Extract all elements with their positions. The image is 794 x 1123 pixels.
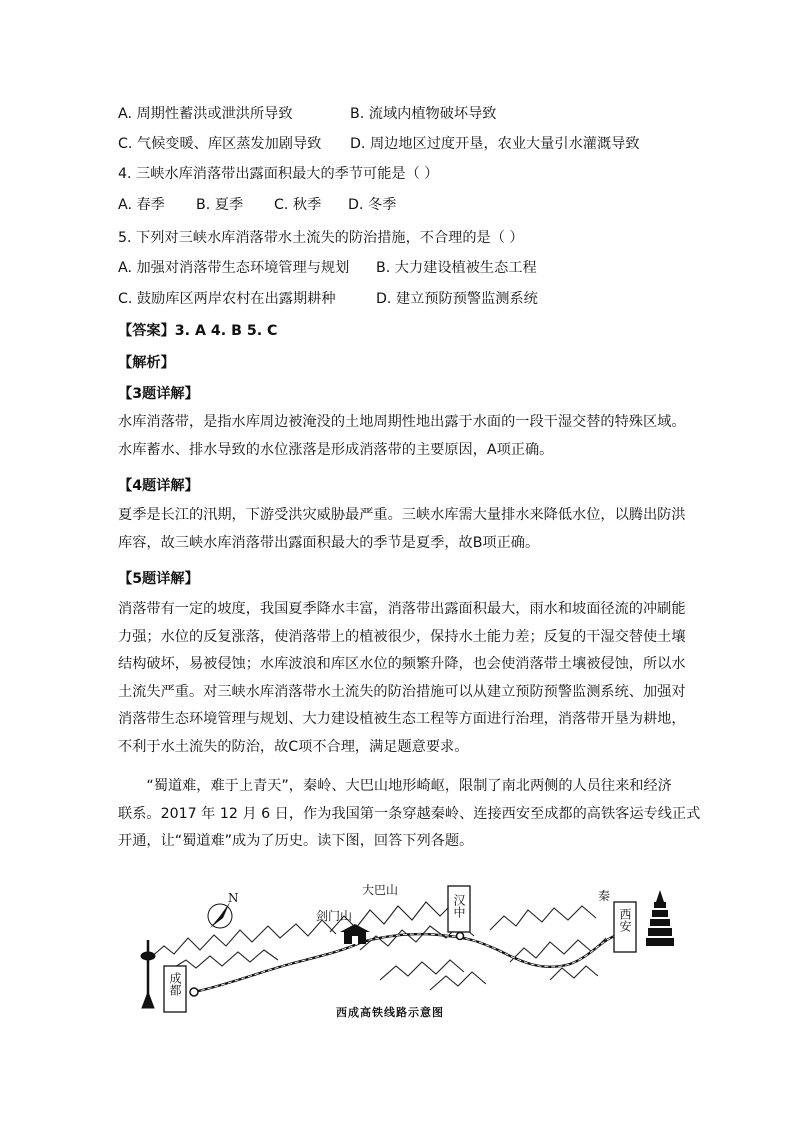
intro-line: 开通，让“蜀道难”成为了历史。读下图，回答下列各题。 [118,833,474,849]
railway-route-map [130,880,690,1020]
detail-5-line: 消落带有一定的坡度，我国夏季降水丰富，消落带出露面积最大，雨水和坡面径流的冲刷能 [118,601,686,617]
q3-option-a: A. 周期性蓄洪或泄洪所导致 [118,106,293,122]
q4-option-a: A. 春季 [118,197,165,213]
q4-option-c: C. 秋季 [274,197,322,213]
detail-5-line: 结构破坏，易被侵蚀；水库波浪和库区水位的频繁升降，也会使消落带土壤被侵蚀，所以水 [118,656,686,672]
q4-stem: 4. 三峡水库消落带出露面积最大的季节可能是（ ） [118,166,439,182]
chengdu-tv-tower-icon [141,940,155,1008]
dabashan-label: 大巴山 [362,883,399,897]
detail-5-line: 力强；水位的反复涨落，使消落带上的植被很少，保持水土能力差；反复的干湿交替使土壤 [118,628,686,645]
detail-4-line: 库容，故三峡水库消落带出露面积最大的季节是夏季，故B项正确。 [118,534,540,551]
xian-box [614,902,636,952]
hanzhong-box [448,886,470,932]
jianmenshan-label: 剑门山 [316,909,353,923]
detail-5-text [118,596,686,761]
q5-option-d: D. 建立预防预警监测系统 [376,291,538,307]
xian-label: 西安 [618,908,632,932]
north-label: N [228,891,239,905]
detail-3-heading: 【3题详解】 [118,386,199,402]
map-caption: 西成高铁线路示意图 [336,1006,444,1019]
intro-line: “蜀道难，难于上青天”，秦岭、大巴山地形崎岖，限制了南北两侧的人员往来和经济 [118,778,672,794]
q3-option-c: C. 气候变暖、库区蒸发加剧导致 [118,136,322,152]
q5-option-c: C. 鼓励库区两岸农村在出露期耕种 [118,291,336,307]
detail-5-line: 消落带生态环境管理与规划、大力建设植被生态工程等方面进行治理，消落带开垦为耕地， [118,711,686,727]
intro-passage [118,773,701,856]
jianmen-pass-icon [340,924,370,944]
mountain-ridges [150,902,606,990]
railway-line [194,934,620,992]
q5-stem: 5. 下列对三峡水库消落带水土流失的防治措施，不合理的是（ ） [118,230,524,246]
q5-option-b: B. 大力建设植被生态工程 [376,260,537,276]
detail-5-heading: 【5题详解】 [118,571,199,587]
detail-5-line: 不利于水土流失的防治，故C项不合理，满足题意要求。 [118,738,469,755]
hanzhong-label: 汉中 [452,894,466,918]
qinling-label: 秦 [598,889,611,903]
north-arrow-icon [208,891,239,928]
chengdu-box [164,966,186,1012]
detail-5-line: 土流失严重。对三峡水库消落带水土流失的防治措施可以从建立预防预警监测系统、加强对 [118,683,686,700]
q5-option-a: A. 加强对消落带生态环境管理与规划 [118,260,350,276]
detail-4-heading: 【4题详解】 [118,478,199,494]
analysis-heading: 【解析】 [118,355,175,371]
answer-line: 【答案】3. A 4. B 5. C [118,323,278,339]
chengdu-label: 成都 [168,972,182,996]
xian-pagoda-icon [646,890,674,946]
hanzhong-station-marker [457,933,464,940]
q4-option-d: D. 冬季 [348,197,397,213]
detail-4-text [118,502,686,557]
chengdu-station-marker [190,988,198,996]
detail-4-line: 夏季是长江的汛期，下游受洪灾威胁最严重。三峡水库需大量排水来降低水位，以腾出防洪 [118,507,686,523]
q3-option-b: B. 流域内植物破坏导致 [350,106,497,122]
detail-3-line: 水库消落带，是指水库周边被淹没的土地周期性地出露于水面的一段干湿交替的特殊区域。 [118,414,686,430]
intro-line: 联系。2017 年 12 月 6 日，作为我国第一条穿越秦岭、连接西安至成都的高铁客运专线正式 [118,805,701,822]
detail-3-line: 水库蓄水、排水导致的水位涨落是形成消落带的主要原因，A项正确。 [118,441,554,458]
detail-3-text [118,409,686,464]
q4-option-b: B. 夏季 [196,197,244,213]
q3-option-d: D. 周边地区过度开垦，农业大量引水灌溉导致 [350,136,640,152]
